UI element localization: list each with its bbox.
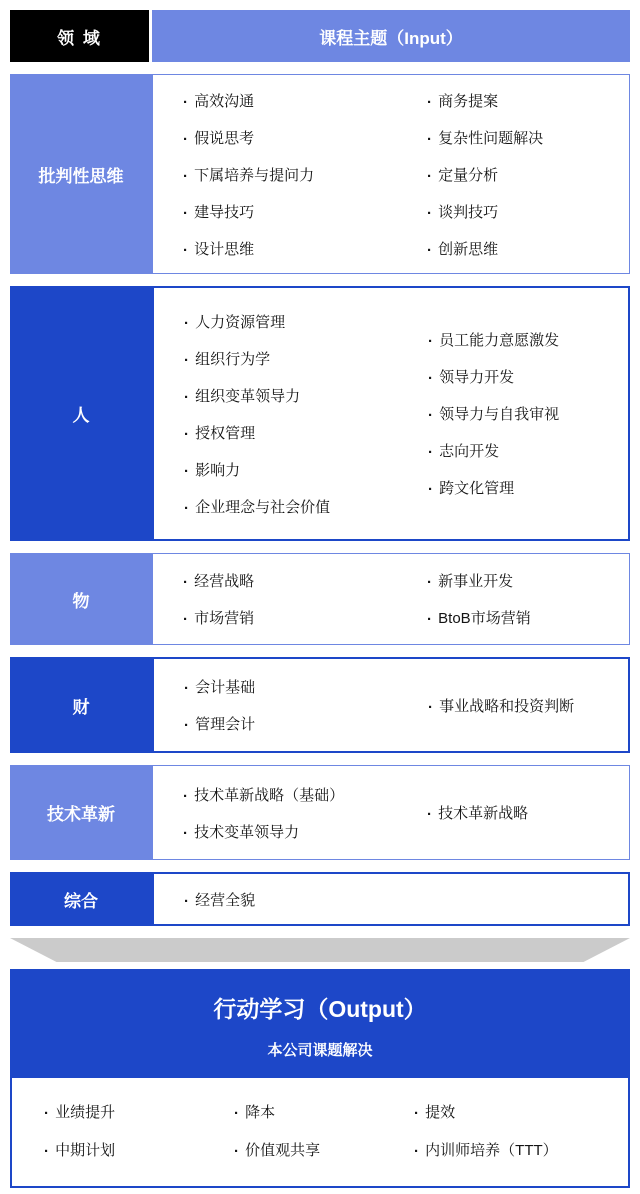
output-item bbox=[44, 1092, 234, 1130]
course-item-label: BtoB市场营销 bbox=[438, 610, 531, 627]
course-item bbox=[184, 451, 428, 488]
row-critical-thinking bbox=[10, 74, 630, 274]
course-item-label: 经营全貌 bbox=[195, 891, 256, 909]
domain-column-header: 领 域 bbox=[10, 10, 149, 62]
course-item-label: 定量分析 bbox=[438, 166, 499, 184]
course-item bbox=[427, 562, 629, 599]
course-item bbox=[184, 705, 428, 742]
output-column-2 bbox=[234, 1092, 414, 1168]
course-item bbox=[184, 377, 428, 414]
bullet-dot: . bbox=[183, 607, 188, 624]
row-label: 综合 bbox=[10, 872, 152, 926]
output-item-label: 提效 bbox=[425, 1103, 456, 1121]
row-label: 财 bbox=[10, 657, 152, 753]
bullet-dot: . bbox=[234, 1138, 239, 1156]
bullet-dot: . bbox=[427, 200, 432, 218]
row-comprehensive bbox=[10, 872, 630, 926]
bullet-dot: . bbox=[44, 1138, 49, 1156]
course-column-right bbox=[427, 75, 629, 273]
course-item bbox=[427, 599, 629, 636]
bullet-dot: . bbox=[428, 366, 433, 383]
bullet-dot: . bbox=[427, 607, 432, 624]
bullet-dot: . bbox=[428, 329, 433, 346]
bullet-dot: . bbox=[428, 440, 433, 457]
row-courses bbox=[152, 286, 630, 541]
row-people bbox=[10, 286, 630, 541]
course-column-right bbox=[427, 766, 629, 859]
output-item bbox=[414, 1092, 628, 1130]
bullet-dot: . bbox=[428, 403, 433, 420]
bullet-dot: . bbox=[184, 421, 189, 439]
row-things bbox=[10, 553, 630, 645]
course-item-label: 组织变革领导力 bbox=[195, 387, 301, 405]
bullet-dot: . bbox=[184, 384, 189, 402]
course-column-left bbox=[184, 288, 428, 539]
output-item-label: 中期计划 bbox=[55, 1141, 116, 1159]
bullet-dot: . bbox=[427, 126, 432, 144]
output-item bbox=[234, 1092, 414, 1130]
course-column-left bbox=[184, 659, 428, 751]
bullet-dot: . bbox=[183, 237, 188, 255]
course-column-right bbox=[427, 554, 629, 644]
course-item bbox=[183, 813, 427, 850]
course-item-label: 企业理念与社会价值 bbox=[195, 498, 331, 516]
course-item bbox=[427, 156, 629, 193]
course-column-left bbox=[183, 554, 427, 644]
course-item bbox=[427, 119, 629, 156]
course-item bbox=[183, 193, 427, 230]
course-item bbox=[183, 599, 427, 636]
output-item bbox=[234, 1130, 414, 1168]
course-item-label: 假说思考 bbox=[194, 129, 255, 147]
course-item-label: 经营战略 bbox=[194, 573, 255, 590]
course-item-label: 商务提案 bbox=[438, 92, 499, 110]
course-item bbox=[428, 321, 628, 358]
bullet-dot: . bbox=[414, 1100, 419, 1118]
course-item bbox=[428, 687, 628, 724]
course-item-label: 建导技巧 bbox=[194, 203, 255, 221]
course-item-label: 技术革新战略 bbox=[438, 805, 529, 822]
output-column-1 bbox=[44, 1092, 234, 1168]
row-label: 物 bbox=[10, 553, 152, 645]
bullet-dot: . bbox=[184, 676, 189, 693]
output-item-label: 内训师培养（TTT） bbox=[425, 1141, 558, 1159]
bullet-dot: . bbox=[44, 1100, 49, 1118]
course-item-label: 员工能力意愿激发 bbox=[439, 332, 560, 349]
bullet-dot: . bbox=[183, 783, 188, 801]
course-item-label: 组织行为学 bbox=[195, 350, 271, 368]
row-courses bbox=[152, 872, 630, 926]
row-courses bbox=[152, 657, 630, 753]
course-item bbox=[183, 230, 427, 267]
course-column-left bbox=[183, 766, 427, 859]
bullet-dot: . bbox=[184, 713, 189, 730]
course-item-label: 事业战略和投资判断 bbox=[439, 697, 575, 715]
course-item bbox=[184, 668, 428, 705]
bullet-dot: . bbox=[183, 163, 188, 181]
course-item bbox=[183, 82, 427, 119]
course-item bbox=[184, 303, 428, 340]
course-item-label: 领导力开发 bbox=[439, 369, 515, 386]
row-courses bbox=[152, 553, 630, 645]
course-item bbox=[427, 794, 629, 831]
bullet-dot: . bbox=[184, 347, 189, 365]
course-column-left bbox=[184, 874, 428, 924]
bullet-dot: . bbox=[428, 477, 433, 494]
course-item bbox=[183, 119, 427, 156]
course-item bbox=[428, 395, 628, 432]
course-item-label: 新事业开发 bbox=[438, 573, 514, 590]
bullet-dot: . bbox=[184, 310, 189, 328]
course-item-label: 下属培养与提问力 bbox=[194, 166, 315, 184]
course-item-label: 谈判技巧 bbox=[438, 203, 499, 221]
output-items bbox=[12, 1078, 628, 1186]
course-item bbox=[428, 358, 628, 395]
output-item bbox=[44, 1130, 234, 1168]
output-item bbox=[414, 1130, 628, 1168]
bullet-dot: . bbox=[183, 89, 188, 107]
course-item bbox=[184, 414, 428, 451]
bullet-dot: . bbox=[427, 163, 432, 181]
bullet-dot: . bbox=[427, 237, 432, 255]
course-item-label: 设计思维 bbox=[194, 240, 255, 258]
bullet-dot: . bbox=[234, 1100, 239, 1118]
output-item-label: 业绩提升 bbox=[55, 1103, 116, 1121]
course-item-label: 管理会计 bbox=[195, 716, 256, 733]
course-item bbox=[184, 881, 428, 918]
course-item bbox=[427, 82, 629, 119]
course-item bbox=[427, 230, 629, 267]
row-tech-innovation bbox=[10, 765, 630, 860]
table-header bbox=[10, 10, 630, 62]
output-item-label: 价值观共享 bbox=[245, 1141, 321, 1159]
course-item-label: 人力资源管理 bbox=[195, 313, 286, 331]
bullet-dot: . bbox=[427, 802, 432, 819]
course-item bbox=[183, 562, 427, 599]
row-label: 人 bbox=[10, 286, 152, 541]
course-item-label: 领导力与自我审视 bbox=[439, 406, 560, 423]
course-item-label: 志向开发 bbox=[439, 443, 500, 460]
bullet-dot: . bbox=[184, 888, 189, 906]
bullet-dot: . bbox=[184, 495, 189, 513]
bullet-dot: . bbox=[414, 1138, 419, 1156]
course-item-label: 高效沟通 bbox=[194, 92, 255, 110]
course-item-label: 市场营销 bbox=[194, 610, 255, 627]
row-finance bbox=[10, 657, 630, 753]
course-item bbox=[183, 776, 427, 813]
course-item bbox=[427, 193, 629, 230]
down-arrow-icon bbox=[10, 938, 630, 962]
row-courses bbox=[152, 74, 630, 274]
course-column-right bbox=[428, 659, 628, 751]
bullet-dot: . bbox=[183, 200, 188, 218]
course-item-label: 技术变革领导力 bbox=[194, 823, 300, 841]
course-item-label: 会计基础 bbox=[195, 679, 256, 696]
course-column-left bbox=[183, 75, 427, 273]
bullet-dot: . bbox=[427, 89, 432, 107]
course-item-label: 跨文化管理 bbox=[439, 480, 515, 497]
output-item-label: 降本 bbox=[245, 1103, 276, 1121]
bullet-dot: . bbox=[183, 570, 188, 587]
course-item-label: 授权管理 bbox=[195, 424, 256, 442]
bullet-dot: . bbox=[427, 570, 432, 587]
bullet-dot: . bbox=[184, 458, 189, 476]
output-header bbox=[12, 971, 628, 1078]
course-item-label: 复杂性问题解决 bbox=[438, 129, 544, 147]
bullet-dot: . bbox=[428, 694, 433, 712]
course-item-label: 影响力 bbox=[195, 461, 241, 479]
input-column-header: 课程主题（Input） bbox=[152, 10, 630, 62]
course-item-label: 技术革新战略（基础） bbox=[194, 786, 345, 804]
course-item-label: 创新思维 bbox=[438, 240, 499, 258]
course-item bbox=[183, 156, 427, 193]
bullet-dot: . bbox=[183, 820, 188, 838]
row-label: 技术革新 bbox=[10, 765, 152, 860]
output-subtitle: 本公司课题解决 bbox=[267, 1042, 373, 1059]
output-title: 行动学习（Output） bbox=[213, 996, 427, 1022]
course-item bbox=[184, 488, 428, 525]
row-courses bbox=[152, 765, 630, 860]
course-item bbox=[428, 469, 628, 506]
output-section bbox=[10, 969, 630, 1188]
course-item bbox=[184, 340, 428, 377]
row-label: 批判性思维 bbox=[10, 74, 152, 274]
bullet-dot: . bbox=[183, 126, 188, 144]
course-column-right bbox=[428, 288, 628, 539]
course-item bbox=[428, 432, 628, 469]
output-column-3 bbox=[414, 1092, 628, 1168]
